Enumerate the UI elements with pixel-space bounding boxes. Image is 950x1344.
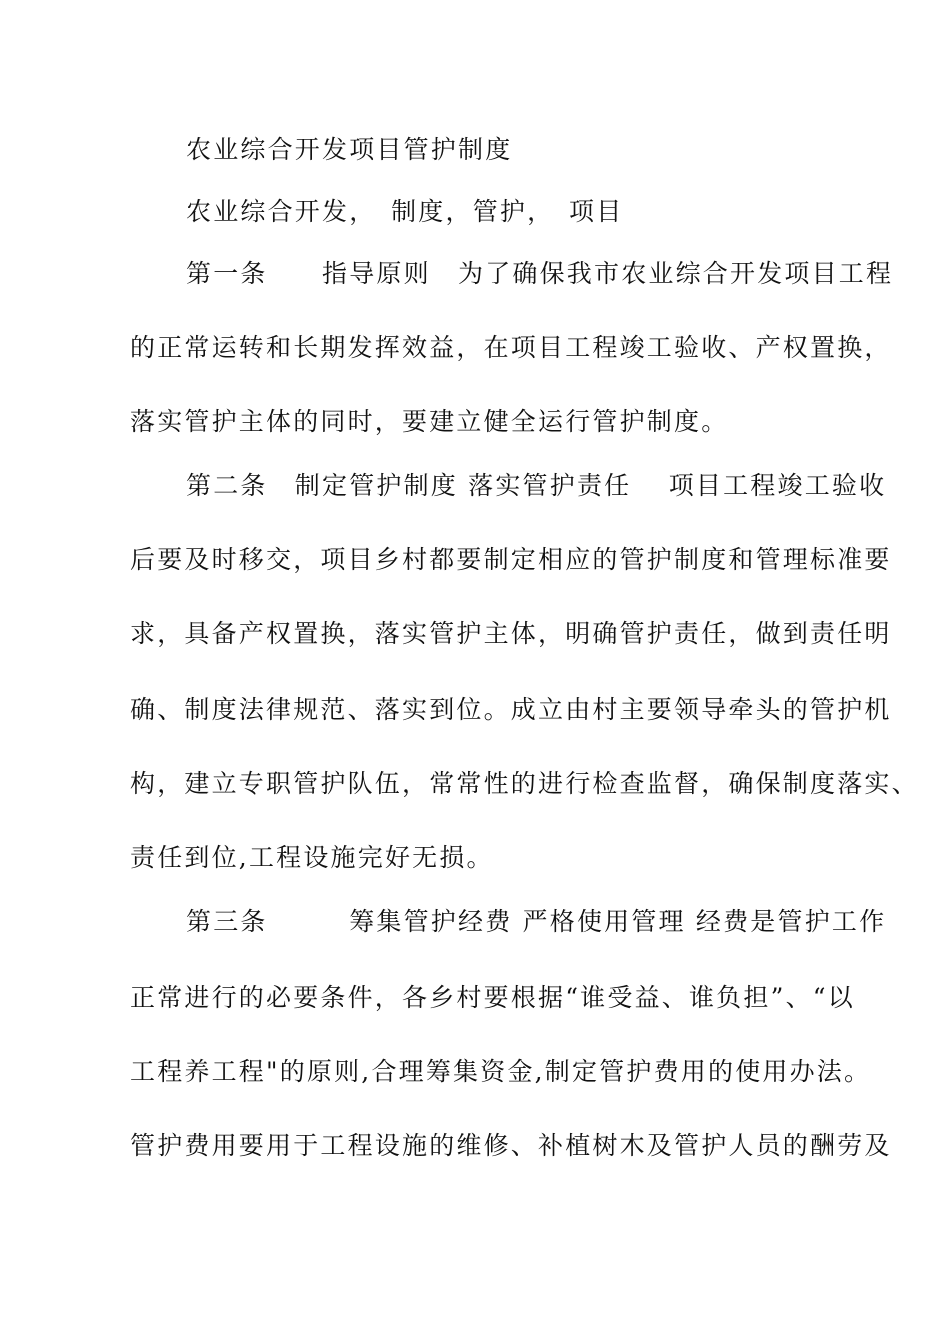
paragraph-line: 构，建立专职管护队伍，常常性的进行检查监督，确保制度落实、 [130, 769, 919, 798]
paragraph-line: 落实管护主体的同时，要建立健全运行管护制度。 [130, 407, 729, 436]
paragraph-line: 确、制度法律规范、落实到位。成立由村主要领导牵头的管护机 [130, 695, 892, 724]
paragraph-line: 求，具备产权置换，落实管护主体，明确管护责任，做到责任明 [130, 619, 892, 648]
paragraph-line: 管护费用要用于工程设施的维修、补植树木及管护人员的酬劳及 [130, 1131, 892, 1160]
article-3-line: 第三条 筹集管护经费 严格使用管理 经费是管护工作 [186, 907, 887, 936]
paragraph-line: 的正常运转和长期发挥效益，在项目工程竣工验收、产权置换， [130, 333, 892, 362]
paragraph-line: 责任到位,工程设施完好无损。 [130, 843, 494, 872]
paragraph-line: 正常进行的必要条件，各乡村要根据“谁受益、谁负担”、“以 [130, 983, 855, 1012]
paragraph-line: 工程养工程"的原则,合理筹集资金,制定管护费用的使用办法。 [130, 1057, 872, 1086]
article-1-line: 第一条 指导原则 为了确保我市农业综合开发项目工程 [186, 259, 894, 288]
paragraph-line: 后要及时移交，项目乡村都要制定相应的管护制度和管理标准要 [130, 545, 892, 574]
document-title: 农业综合开发项目管护制度 [186, 135, 513, 164]
article-2-line: 第二条 制定管护制度 落实管护责任 项目工程竣工验收 [186, 471, 887, 500]
document-keywords: 农业综合开发， 制度，管护， 项目 [186, 197, 624, 226]
